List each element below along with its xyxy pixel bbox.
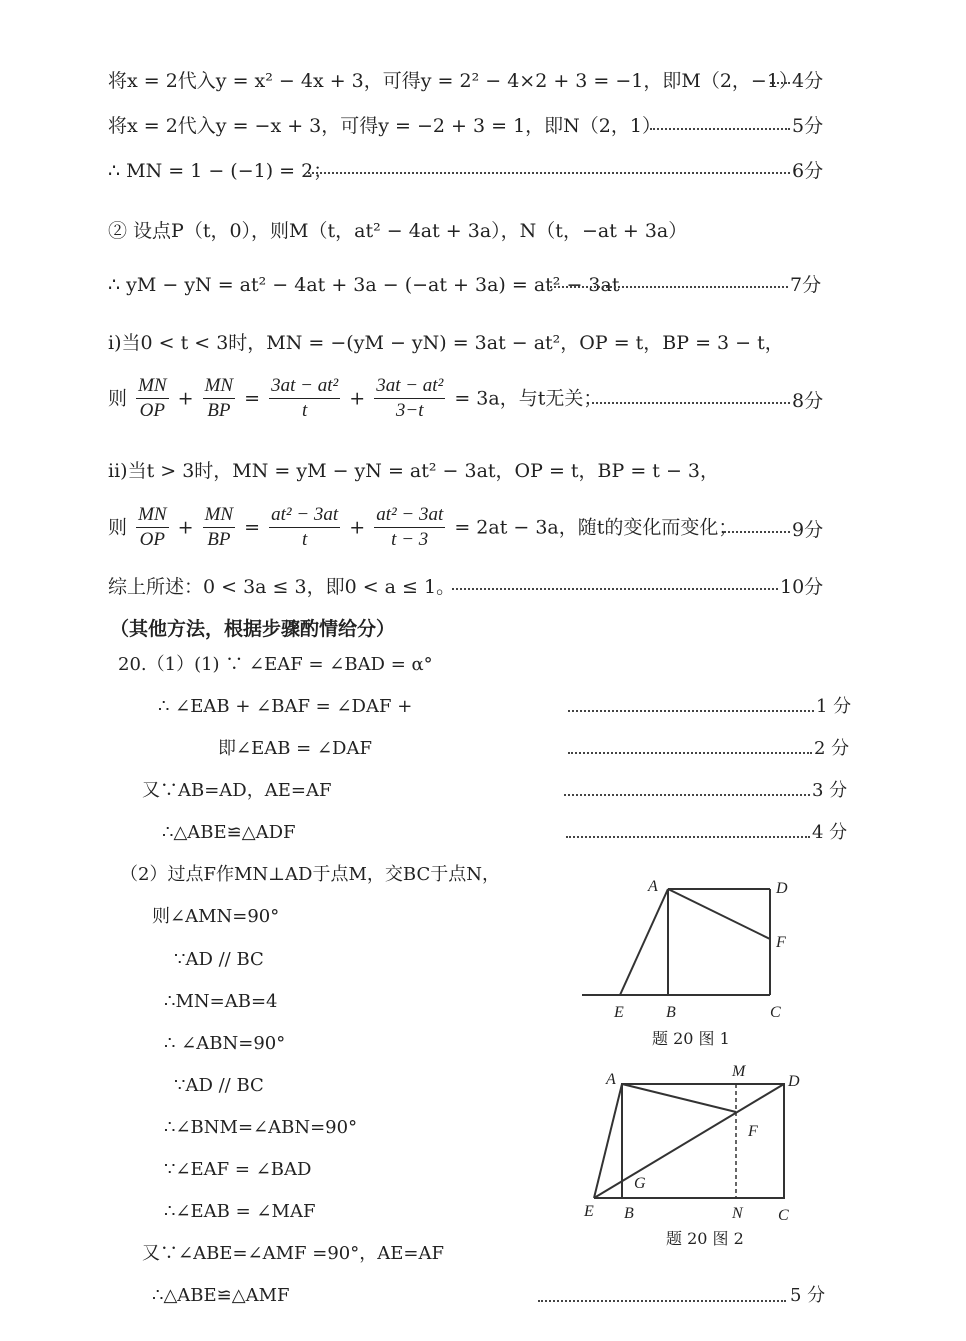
q20-line-5: ∴△ABE≌△ADF xyxy=(162,822,296,843)
fraction-num: 3at − at² xyxy=(269,374,340,399)
fig1-line-ae xyxy=(620,889,668,995)
fraction-num: MN xyxy=(136,374,169,399)
q20-line-6: （2）过点F作MN⊥AD于点M，交BC于点N， xyxy=(120,864,500,885)
dots-16 xyxy=(566,836,810,838)
dots-10 xyxy=(452,588,778,590)
line-5: ∴ yM − yN = at² − 4at + 3a − (−at + 3a) = at² − 3at xyxy=(108,274,620,296)
score-6: 6分 xyxy=(792,160,824,182)
line-2: 将x = 2代入y = −x + 3，可得y = −2 + 3 = 1，即N（2，1） xyxy=(108,115,661,137)
dots-3 xyxy=(308,172,790,174)
plus-sign: + xyxy=(349,387,366,410)
line-9-suffix: = 2at − 3a，随t的变化而变化； xyxy=(454,516,738,539)
score-5: 5分 xyxy=(792,115,824,137)
fraction-den: t xyxy=(301,400,308,421)
q20-line-13: ∵∠EAF = ∠BAD xyxy=(164,1159,312,1180)
fig1-label-e: E xyxy=(614,1004,624,1021)
fraction-num: 3at − at² xyxy=(374,374,445,399)
fraction-num: MN xyxy=(203,374,236,399)
q20-line-14: ∴∠EAB = ∠MAF xyxy=(164,1201,316,1222)
q20-line-1: 20.（1）(1) ∵ ∠EAF = ∠BAD = α° xyxy=(118,654,433,675)
q20-line-11: ∵AD // BC xyxy=(174,1075,264,1096)
score-8: 8分 xyxy=(792,390,824,412)
dots-9 xyxy=(724,531,790,533)
fraction-den: OP xyxy=(139,529,165,550)
q20-line-10: ∴ ∠ABN=90° xyxy=(164,1033,286,1054)
q20-line-9: ∴MN=AB=4 xyxy=(164,991,278,1012)
dots-14 xyxy=(568,752,812,754)
fraction-7 xyxy=(269,503,340,552)
dots-5 xyxy=(550,286,788,288)
q20-line-8: ∵AD // BC xyxy=(174,949,264,970)
fraction-den: t − 3 xyxy=(391,529,429,550)
line-10: 综上所述：0 < 3a ≤ 3，即0 < a ≤ 1。 xyxy=(108,576,456,598)
fig1-label-d: D xyxy=(776,880,788,897)
q20-line-12: ∴∠BNM=∠ABN=90° xyxy=(164,1117,358,1138)
fraction-mn-op-1 xyxy=(136,374,169,423)
fig2-rectangle xyxy=(622,1084,784,1198)
line-7 xyxy=(108,374,602,423)
dots-7 xyxy=(592,402,790,404)
fig2-line-ae xyxy=(594,1084,622,1198)
dots-13 xyxy=(568,710,814,712)
dots-1 xyxy=(770,82,790,84)
fraction-den: t xyxy=(301,529,308,550)
fraction-num: MN xyxy=(203,503,236,528)
fig2-line-af xyxy=(622,1084,736,1112)
fig1-line-af xyxy=(668,889,770,939)
line-7-suffix: = 3a，与t无关； xyxy=(454,387,603,410)
fraction-den: OP xyxy=(139,400,165,421)
score-7: 7分 xyxy=(790,274,822,296)
fraction-3 xyxy=(269,374,340,423)
q20-line-15: 又∵∠ABE=∠AMF =90°，AE=AF xyxy=(142,1243,444,1264)
fraction-den: BP xyxy=(207,400,231,421)
dots-27 xyxy=(538,1300,786,1302)
fig2-label-c: C xyxy=(778,1207,789,1224)
line-9 xyxy=(108,503,737,552)
score-q20-2: 2 分 xyxy=(814,738,850,759)
q20-line-16: ∴△ABE≌△AMF xyxy=(152,1285,290,1306)
equals-sign: = xyxy=(244,387,261,410)
fraction-mn-op-2 xyxy=(136,503,169,552)
fig2-label-m: M xyxy=(732,1063,746,1080)
fraction-num: at² − 3at xyxy=(374,503,445,528)
dots-15 xyxy=(564,794,810,796)
figure-20-1 xyxy=(580,875,810,1025)
figure-1-caption: 题 20 图 1 xyxy=(652,1029,730,1048)
q20-line-4: 又∵AB=AD，AE=AF xyxy=(142,780,332,801)
line-4: ② 设点P（t，0），则M（t，at² − 4at + 3a），N（t，−at + 3a） xyxy=(108,220,688,242)
score-q20-4: 4 分 xyxy=(812,822,848,843)
fig2-label-n: N xyxy=(732,1205,743,1222)
plus-sign: + xyxy=(349,516,366,539)
fig2-label-g: G xyxy=(634,1175,646,1192)
score-4: 4分 xyxy=(792,70,824,92)
fraction-num: at² − 3at xyxy=(269,503,340,528)
fig1-label-c: C xyxy=(770,1004,781,1021)
figure-2-caption: 题 20 图 2 xyxy=(666,1229,744,1248)
score-9: 9分 xyxy=(792,519,824,541)
equals-sign: = xyxy=(244,516,261,539)
plus-sign: + xyxy=(177,516,194,539)
fig1-label-a: A xyxy=(648,878,658,895)
fraction-4 xyxy=(374,374,445,423)
plus-sign: + xyxy=(177,387,194,410)
fraction-num: MN xyxy=(136,503,169,528)
dots-2 xyxy=(650,128,790,130)
note-other-methods: （其他方法，根据步骤酌情给分） xyxy=(110,618,396,640)
fraction-den: BP xyxy=(207,529,231,550)
score-q20-1: 1 分 xyxy=(816,696,852,717)
score-q20-3: 3 分 xyxy=(812,780,848,801)
fraction-mn-bp-2 xyxy=(203,503,236,552)
line-6: i)当0 < t < 3时，MN = −(yM − yN) = 3at − at²，OP = t，BP = 3 − t， xyxy=(108,332,784,354)
fig2-label-f: F xyxy=(748,1123,758,1140)
figure-20-2 xyxy=(578,1060,808,1230)
fig2-label-d: D xyxy=(788,1073,800,1090)
score-10: 10分 xyxy=(780,576,824,598)
fig1-label-f: F xyxy=(776,934,786,951)
line-3: ∴ MN = 1 − (−1) = 2； xyxy=(108,160,333,182)
line-1: 将x = 2代入y = x² − 4x + 3，可得y = 2² − 4×2 + 3 = −1，即M（2，−1） xyxy=(108,70,798,92)
q20-line-2: ∴ ∠EAB + ∠BAF = ∠DAF + xyxy=(158,696,413,717)
score-q20-5: 5 分 xyxy=(790,1285,826,1306)
q20-line-3: 即∠EAB = ∠DAF xyxy=(218,738,372,759)
line-8: ii)当t > 3时，MN = yM − yN = at² − 3at，OP = t，BP = t − 3， xyxy=(108,460,720,482)
fraction-8 xyxy=(374,503,445,552)
line-7-prefix: 则 xyxy=(108,387,128,410)
line-9-prefix: 则 xyxy=(108,516,128,539)
fig2-label-b: B xyxy=(624,1205,634,1222)
fig2-label-e: E xyxy=(584,1203,594,1220)
fraction-den: 3−t xyxy=(395,400,424,421)
q20-line-7: 则∠AMN=90° xyxy=(152,906,280,927)
fig1-label-b: B xyxy=(666,1004,676,1021)
fig2-label-a: A xyxy=(606,1071,616,1088)
fraction-mn-bp-1 xyxy=(203,374,236,423)
